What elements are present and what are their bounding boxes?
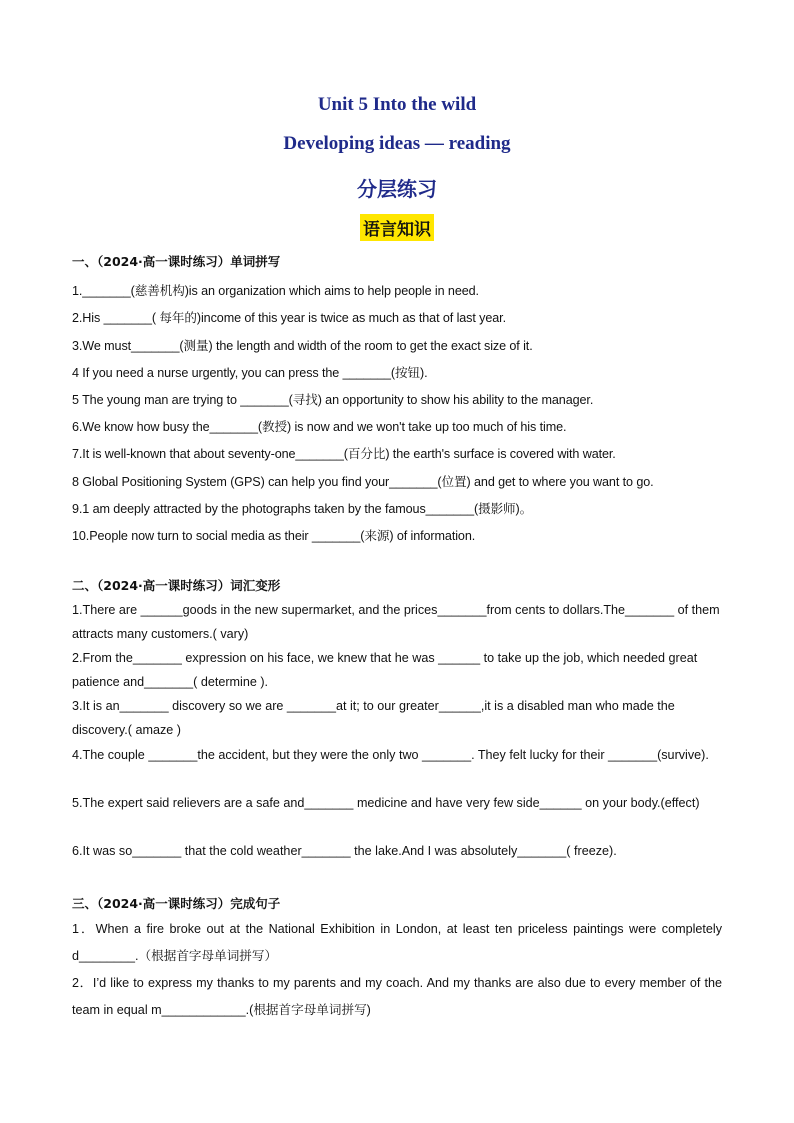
question-item: 1.There are ______goods in the new supermarket, and the prices_______from cents to dollars.The_______ of them attracts many customers.( vary) bbox=[72, 603, 720, 641]
question-item: 3.It is an_______ discovery so we are _______at it; to our greater______,it is a disabled man who made the discovery.( amaze ) bbox=[72, 699, 675, 737]
lesson-subtitle: Developing ideas — reading bbox=[283, 133, 511, 154]
section-heading-complete-sentences: 三、（2024·高一课时练习）完成句子 bbox=[72, 896, 281, 911]
question-item: 5.The expert said relievers are a safe and_______ medicine and have very few side______ on your body.(effect) bbox=[72, 796, 700, 810]
question-item: 5 The young man are trying to _______(寻找) an opportunity to show his ability to the manager. bbox=[72, 393, 594, 407]
question-item: 2.From the_______ expression on his face, we knew that he was ______ to take up the job, which needed great patience and_______( determine ). bbox=[72, 651, 698, 689]
question-item: 6.We know how busy the_______(教授) is now and we won't take up too much of his time. bbox=[72, 420, 567, 434]
question-item: 4 If you need a nurse urgently, you can press the _______(按钮). bbox=[72, 366, 428, 380]
question-item: 10.People now turn to social media as their _______(来源) of information. bbox=[72, 529, 476, 543]
section-heading-spelling: 一、（2024·高一课时练习）单词拼写 bbox=[72, 254, 281, 269]
question-item: 9.1 am deeply attracted by the photographs taken by the famous_______(摄影师)。 bbox=[72, 502, 533, 516]
section-heading-word-forms: 二、（2024·高一课时练习）词汇变形 bbox=[72, 578, 281, 593]
question-item: 7.It is well-known that about seventy-one_______(百分比) the earth's surface is covered with water. bbox=[72, 447, 616, 461]
question-item: 1._______(慈善机构)is an organization which aims to help people in need. bbox=[72, 284, 479, 298]
question-item: 3.We must_______(测量) the length and width of the room to get the exact size of it. bbox=[72, 339, 533, 353]
unit-title: Unit 5 Into the wild bbox=[317, 94, 477, 115]
badge-container bbox=[0, 214, 794, 241]
layer-title: 分层练习 bbox=[357, 177, 437, 201]
question-item: 2．I’d like to express my thanks to my parents and my coach. And my thanks are also due to every member of the team in equal m____________.(根据首字母单词拼写) bbox=[72, 976, 722, 1017]
question-item: 2.His _______( 每年的)income of this year is twice as much as that of last year. bbox=[72, 311, 506, 325]
section-badge: 语言知识 bbox=[360, 214, 434, 241]
question-item: 8 Global Positioning System (GPS) can help you find your_______(位置) and get to where you want to go. bbox=[72, 475, 654, 489]
question-item: 6.It was so_______ that the cold weather_______ the lake.And I was absolutely_______( freeze). bbox=[72, 844, 617, 858]
question-item: 4.The couple _______the accident, but they were the only two _______. They felt lucky for their _______(survive). bbox=[72, 748, 709, 762]
question-item: 1．When a fire broke out at the National Exhibition in London, at least ten priceless paintings were completely d________.（根据首字母单词拼写） bbox=[72, 922, 722, 963]
